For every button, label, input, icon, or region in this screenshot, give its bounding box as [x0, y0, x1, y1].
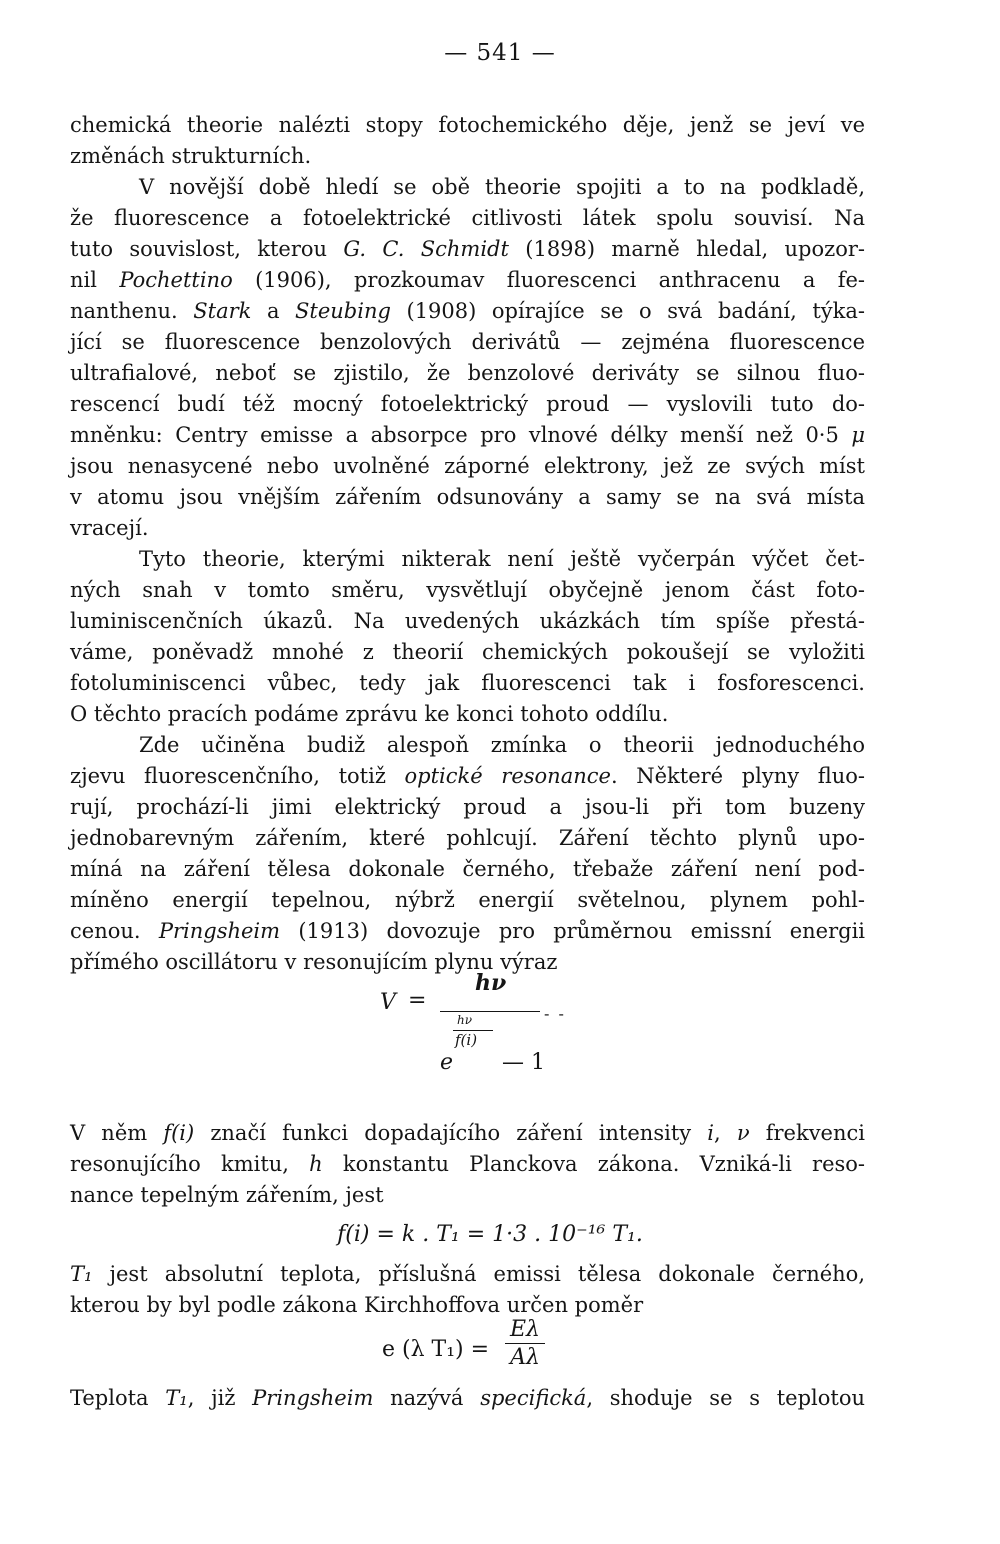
italic-run: T₁ — [70, 1262, 93, 1286]
text-run: v atomu jsou vnějším zářením odsunovány a samy se na svá místa — [70, 485, 865, 509]
text-run: Teplota — [70, 1386, 166, 1410]
italic-run: i — [707, 1121, 714, 1145]
italic-run: T₁ — [165, 1386, 188, 1410]
text-run: zjevu fluorescenčního, totiž — [70, 764, 405, 788]
text-run: resonujícího kmitu, — [70, 1152, 310, 1176]
text-line — [70, 1118, 865, 1149]
text-line — [70, 792, 865, 823]
text-line — [70, 854, 865, 885]
text-run: změnách strukturních. — [70, 144, 312, 168]
eq1-lhs: V — [380, 990, 396, 1015]
text-line — [70, 451, 865, 482]
text-run: cenou. — [70, 919, 159, 943]
text-run: nazývá — [373, 1386, 481, 1410]
text-run: , — [713, 1121, 737, 1145]
text-line — [70, 947, 865, 978]
text-line — [70, 389, 865, 420]
text-run: tuto souvislost, kterou — [70, 237, 344, 261]
text-run: (1913) dovozuje pro průměrnou emissní energii — [280, 919, 866, 943]
eq3-lhs: e (λ T₁) = — [382, 1337, 490, 1362]
text-run: jednobarevným zářením, které pohlcují. Záření těchto plynů upo- — [70, 826, 865, 850]
paragraph-block — [70, 1118, 865, 1211]
text-run: mněnku: Centry emisse a absorpce pro vlnové délky menší než 0·5 — [70, 423, 852, 447]
italic-run: Pringsheim — [252, 1386, 374, 1410]
text-line — [70, 513, 865, 544]
eq1-fraction-tail: - - — [544, 1004, 566, 1023]
text-run: jsou nenasycené nebo uvolněné záporné elektrony, jež ze svých míst — [70, 454, 865, 478]
paragraph-block — [70, 1259, 865, 1321]
text-line — [70, 1383, 865, 1414]
italic-run: Pringsheim — [158, 919, 281, 943]
eq3-fraction — [505, 1317, 545, 1372]
text-run: ných snah v tomto směru, vysvětlují obyčejně jenom část foto- — [70, 578, 865, 602]
text-run: chemická theorie nalézti stopy fotochemického děje, jenž se jeví ve — [70, 113, 865, 137]
text-line — [70, 668, 865, 699]
text-line — [70, 172, 865, 203]
text-run: fotoluminiscenci vůbec, tedy jak fluorescenci tak i fosforescenci. — [70, 671, 865, 695]
text-run: konstantu Planckova zákona. Vzniká-li reso- — [322, 1152, 866, 1176]
text-run: , již — [187, 1386, 253, 1410]
text-line — [70, 606, 865, 637]
text-body — [70, 110, 865, 1414]
italic-run: ν — [736, 1121, 750, 1145]
text-run: míněno energií tepelnou, nýbrž energií světelnou, plynem pohl- — [70, 888, 865, 912]
italic-run: h — [309, 1152, 323, 1176]
text-run: Tyto theorie, kterými nikterak není ještě vyčerpán výčet čet- — [139, 547, 865, 571]
text-run: . Některé plyny fluo- — [610, 764, 865, 788]
text-run: nanthenu. — [70, 299, 194, 323]
text-run: vracejí. — [70, 516, 149, 540]
text-line — [70, 482, 865, 513]
text-run: (1898) marně hledal, upozor- — [508, 237, 865, 261]
text-line — [70, 296, 865, 327]
text-run: rescencí budí též mocný fotoelektrický proud — vyslovili tuto do- — [70, 392, 865, 416]
italic-run: f(i) — [163, 1121, 195, 1145]
text-line — [70, 420, 865, 451]
text-run: jící se fluorescence benzolových derivátů — zejména fluorescence — [70, 330, 865, 354]
equation-oscillator-energy — [70, 970, 865, 1118]
text-line — [70, 544, 865, 575]
text-line — [70, 823, 865, 854]
text-line — [70, 637, 865, 668]
eq1-numerator: hν — [475, 970, 507, 996]
text-line — [70, 699, 865, 730]
eq1-fraction-bar — [440, 1011, 540, 1012]
text-line — [70, 1180, 865, 1211]
text-run: jest absolutní teplota, příslušná emissi tělesa dokonale černého, — [92, 1262, 865, 1286]
equation-kirchhoff-ratio — [70, 1317, 865, 1383]
eq1-base: e — [440, 1050, 454, 1075]
text-run: , shoduje se s teplotou — [586, 1386, 865, 1410]
italic-run: Stark — [193, 299, 252, 323]
text-run: značí funkci dopadajícího záření intensity — [194, 1121, 708, 1145]
text-line — [70, 358, 865, 389]
italic-run: specifická — [480, 1386, 587, 1410]
eq3-numerator: Eλ — [505, 1317, 545, 1344]
paragraph-block — [70, 110, 865, 978]
text-run: přímého oscillátoru v resonujícím plynu výraz — [70, 950, 558, 974]
text-line — [70, 916, 865, 947]
text-line — [70, 1290, 865, 1321]
italic-run: μ — [851, 423, 865, 447]
text-line — [70, 327, 865, 358]
text-line — [70, 1259, 865, 1290]
text-run: V něm — [70, 1121, 164, 1145]
text-line — [70, 234, 865, 265]
text-run: (1906), prozkoumav fluorescenci anthracenu a fe- — [232, 268, 865, 292]
text-line — [70, 575, 865, 606]
text-run: kterou by byl podle zákona Kirchhoffova určen poměr — [70, 1293, 644, 1317]
text-run: ultrafialové, neboť se zjistilo, že benzolové deriváty se silnou fluo- — [70, 361, 865, 385]
eq2-text: f(i) = k . T₁ = 1·3 . 10⁻¹⁶ T₁. — [337, 1222, 643, 1247]
equation-f-of-i — [70, 1211, 865, 1259]
text-line — [70, 265, 865, 296]
text-line — [70, 885, 865, 916]
italic-run: Pochettino — [119, 268, 233, 292]
text-run: rují, prochází-li jimi elektrický proud a jsou-li při tom buzeny — [70, 795, 865, 819]
text-run: O těchto pracích podáme zprávu ke konci tohoto oddílu. — [70, 702, 669, 726]
italic-run: optické resonance — [404, 764, 611, 788]
text-run: a — [251, 299, 296, 323]
text-line — [70, 730, 865, 761]
text-run: míná na záření tělesa dokonale černého, třebaže záření není pod- — [70, 857, 865, 881]
text-run: frekvenci — [749, 1121, 865, 1145]
italic-run: Steubing — [295, 299, 391, 323]
eq1-exp-denominator: f(i) — [455, 1031, 478, 1049]
text-run: nil — [70, 268, 120, 292]
text-run: luminiscenčních úkazů. Na uvedených ukázkách tím spíše přestá- — [70, 609, 865, 633]
text-run: Zde učiněna budiž alespoň zmínka o theorii jednoduchého — [139, 733, 865, 757]
text-run: (1908) opírajíce se o svá badání, týka- — [390, 299, 865, 323]
paragraph-block — [70, 1383, 865, 1414]
text-line — [70, 203, 865, 234]
italic-run: G. C. Schmidt — [343, 237, 509, 261]
page-number: — 541 — — [444, 40, 556, 66]
eq1-minus-one: — 1 — [502, 1050, 545, 1075]
text-line — [70, 141, 865, 172]
text-line — [70, 110, 865, 141]
text-run: že fluorescence a fotoelektrické citlivosti látek spolu souvisí. Na — [70, 206, 865, 230]
eq1-equals: = — [408, 988, 427, 1013]
text-run: váme, poněvadž mnohé z theorií chemických pokoušejí se vyložiti — [70, 640, 865, 664]
text-run: nance tepelným zářením, jest — [70, 1183, 384, 1207]
eq3-denominator: Aλ — [510, 1345, 540, 1370]
eq1-exp-numerator: hν — [457, 1013, 473, 1027]
text-run: V novější době hledí se obě theorie spojiti a to na podkladě, — [139, 175, 865, 199]
text-line — [70, 1149, 865, 1180]
text-line — [70, 761, 865, 792]
